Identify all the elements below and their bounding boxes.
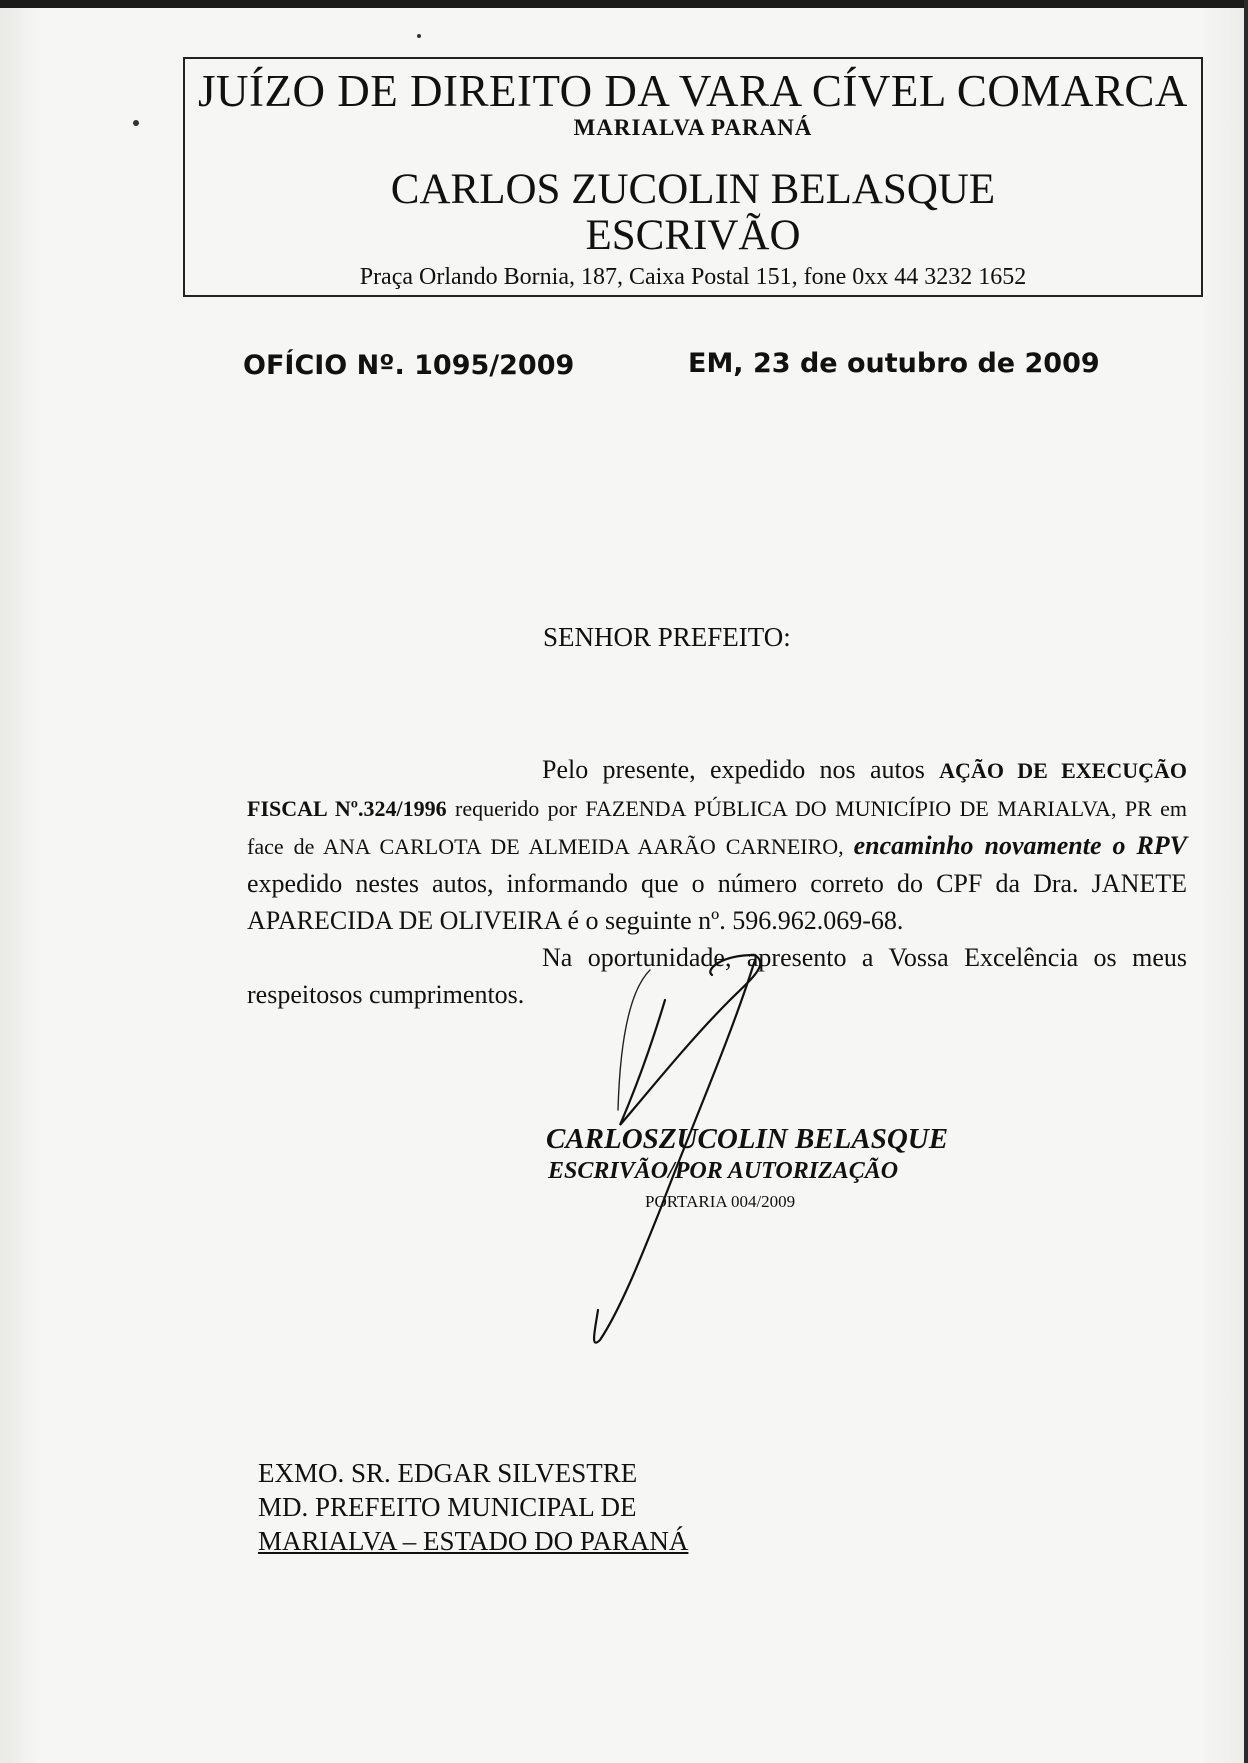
- signer-portaria: PORTARIA 004/2009: [645, 1192, 796, 1211]
- p1-rest: expedido nestes autos, informando que o número correto do CPF da Dra. JANETE APARECIDA DE OLIVEIRA é o seguinte nº. 596.962.069-68.: [247, 869, 1187, 935]
- court-title: JUÍZO DE DIREITO DA VARA CÍVEL COMARCA: [198, 66, 1188, 116]
- p1-action: AÇÃO DE EXECUÇÃO FISCAL Nº.324/1996: [247, 758, 1187, 821]
- scan-speck: [417, 34, 421, 38]
- paragraph-1: [247, 751, 1187, 939]
- recipient-block: [258, 1456, 688, 1558]
- clerk-role: ESCRIVÃO: [585, 212, 801, 259]
- recipient-line-2: MD. PREFEITO MUNICIPAL DE: [258, 1492, 637, 1522]
- office-address: Praça Orlando Bornia, 187, Caixa Postal 151, fone 0xx 44 3232 1652: [359, 264, 1027, 290]
- p1-requested: requerido por FAZENDA PÚBLICA DO MUNICÍPIO DE MARIALVA, PR em face de ANA CARLOTA DE ALMEIDA AARÃO: [247, 796, 1188, 859]
- p1-intro: Pelo presente, expedido nos autos: [542, 755, 940, 784]
- paragraph-2: Na oportunidade, apresento a Vossa Excelência os meus respeitosos cumprimentos.: [247, 943, 1187, 1009]
- court-city: MARIALVA PARANÁ: [573, 115, 813, 140]
- scan-top-edge: [0, 0, 1248, 8]
- letterhead-box: [183, 57, 1203, 297]
- signer-role: ESCRIVÃO/POR AUTORIZAÇÃO: [548, 1158, 899, 1184]
- oficio-number: OFÍCIO Nº. 1095/2009: [243, 350, 575, 381]
- salutation: SENHOR PREFEITO:: [543, 622, 791, 652]
- recipient-line-3: MARIALVA – ESTADO DO PARANÁ: [258, 1526, 689, 1556]
- document-date: EM, 23 de outubro de 2009: [688, 348, 1100, 379]
- scan-right-edge: [1244, 0, 1248, 1763]
- recipient-line-1: EXMO. SR. EDGAR SILVESTRE: [258, 1458, 638, 1488]
- p1-carneiro: CARNEIRO,: [715, 834, 854, 859]
- clerk-name: CARLOS ZUCOLIN BELASQUE: [390, 166, 996, 213]
- scan-speck: [133, 120, 139, 126]
- p1-emphasis: encaminho novamente o RPV: [853, 831, 1188, 860]
- signer-name: CARLOSZUCOLIN BELASQUE: [546, 1123, 949, 1155]
